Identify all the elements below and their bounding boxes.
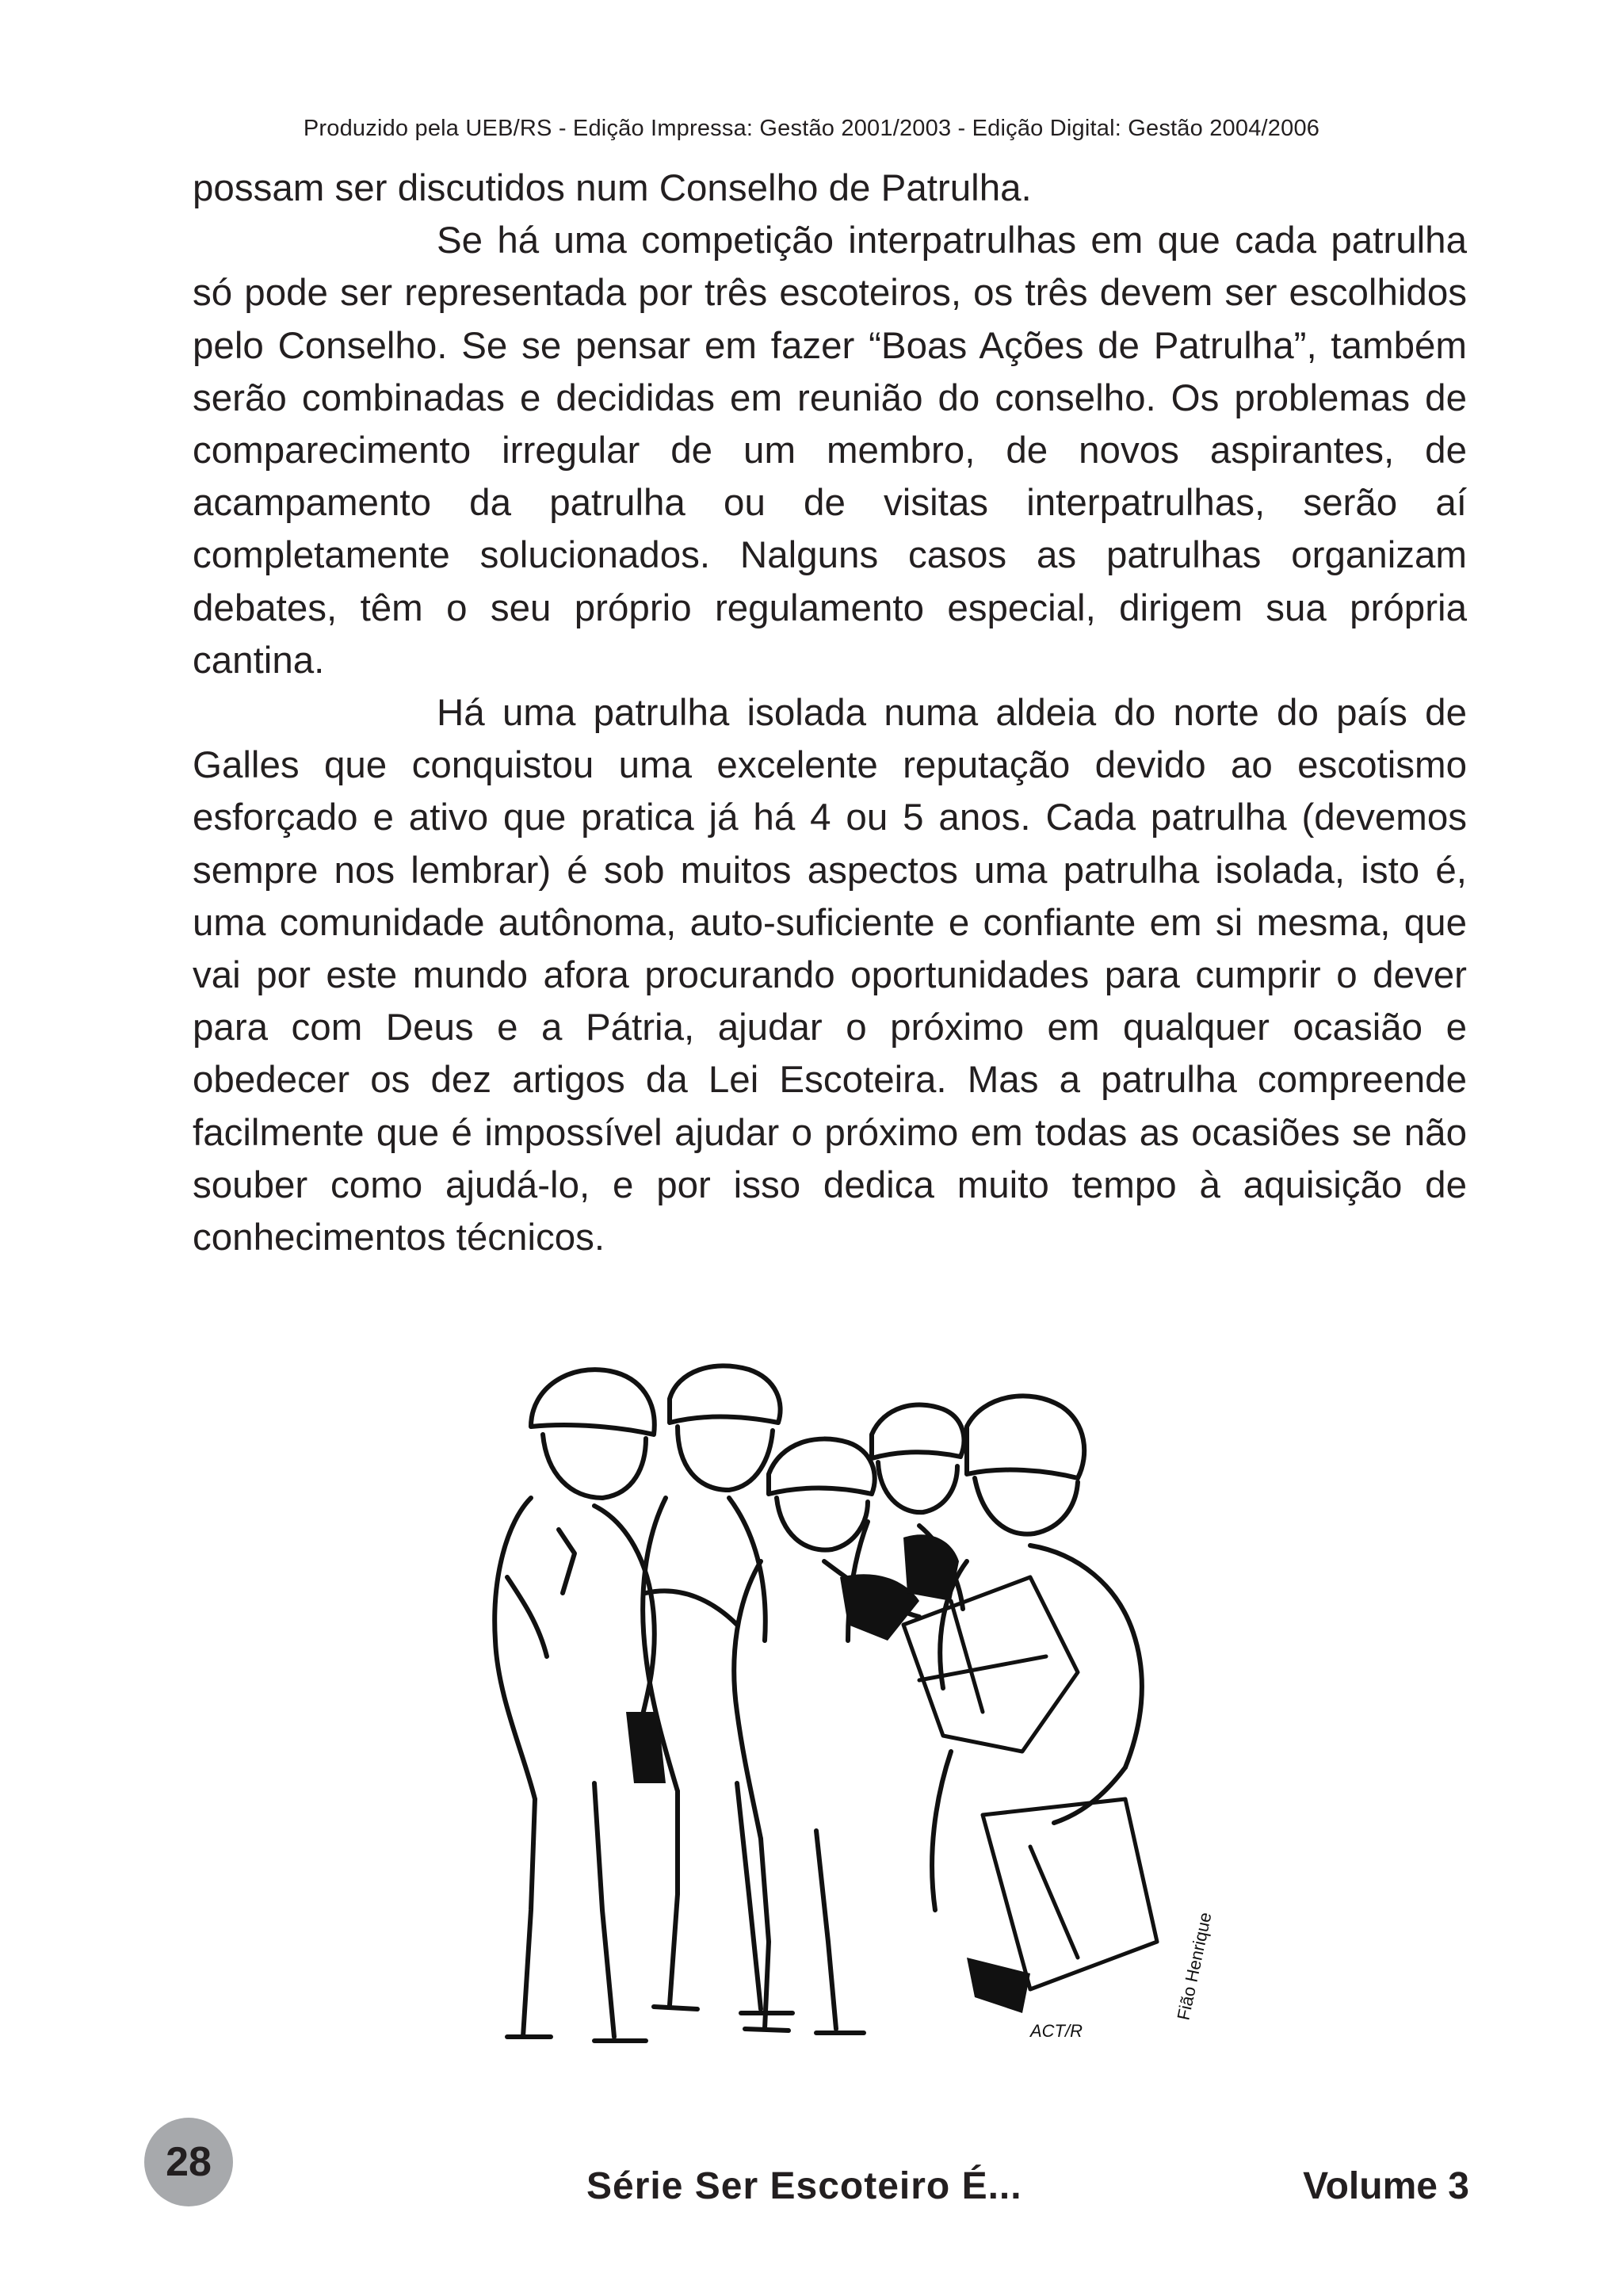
scouts-map-illustration: [475, 1339, 1236, 2076]
paragraph-1: possam ser discutidos num Conselho de Patrulha.: [193, 167, 1032, 209]
body-text: [193, 162, 1467, 1264]
paragraph-3: Há uma patrulha isolada numa aldeia do norte do país de Galles que conquistou uma excelente reputação devido ao escotismo esforçado e ativo que pratica já há 4 ou 5 anos. Cada patrulha (devemos sempre nos lembrar) é sob muitos aspectos uma patrulha isolada, isto é, uma comunidade autônoma, auto-suficiente e confiante em si mesma, que vai por este mundo afora procurando oportunidades para cumprir o dever para com Deus e a Pátria, ajudar o próximo em qualquer ocasião e obedecer os dez artigos da Lei Escoteira. Mas a patrulha compreende facilmente que é impossível ajudar o próximo em todas as ocasiões se não souber como ajudá-lo, e por isso dedica muito tempo à aquisição de conhecimentos técnicos.: [193, 692, 1467, 1259]
series-title: Série Ser Escoteiro É...: [586, 2165, 1022, 2207]
illustration-signature-2: ACT/R: [1030, 2021, 1083, 2041]
scout-figure-1: [495, 1370, 655, 2041]
volume-label: Volume 3: [1303, 2165, 1469, 2207]
paragraph-2: Se há uma competição interpatrulhas em que cada patrulha só pode ser representada por três escoteiros, os três devem ser escolhidos pelo Conselho. Se se pensar em fazer “Boas Ações de Patrulha”, também serão combinadas e decididas em reunião do conselho. Os problemas de comparecimento irregular de um membro, de novos aspirantes, de acampamento da patrulha ou de visitas interpatrulhas, serão aí completamente solucionados. Nalguns casos as patrulhas organizam debates, têm o seu próprio regulamento especial, dirigem sua própria cantina.: [193, 220, 1467, 682]
scout-figure-3: [734, 1439, 919, 2033]
illustration-signature-1: Fião Henrique: [1173, 1910, 1216, 2023]
scout-figure-2: [643, 1366, 792, 2013]
page-number-badge: [144, 2118, 233, 2206]
page-header: Produzido pela UEB/RS - Edição Impressa: Gestão 2001/2003 - Edição Digital: Gestão 2004/2006: [303, 116, 1320, 141]
page-number: 28: [166, 2139, 212, 2185]
scout-figure-5: [932, 1396, 1142, 1910]
